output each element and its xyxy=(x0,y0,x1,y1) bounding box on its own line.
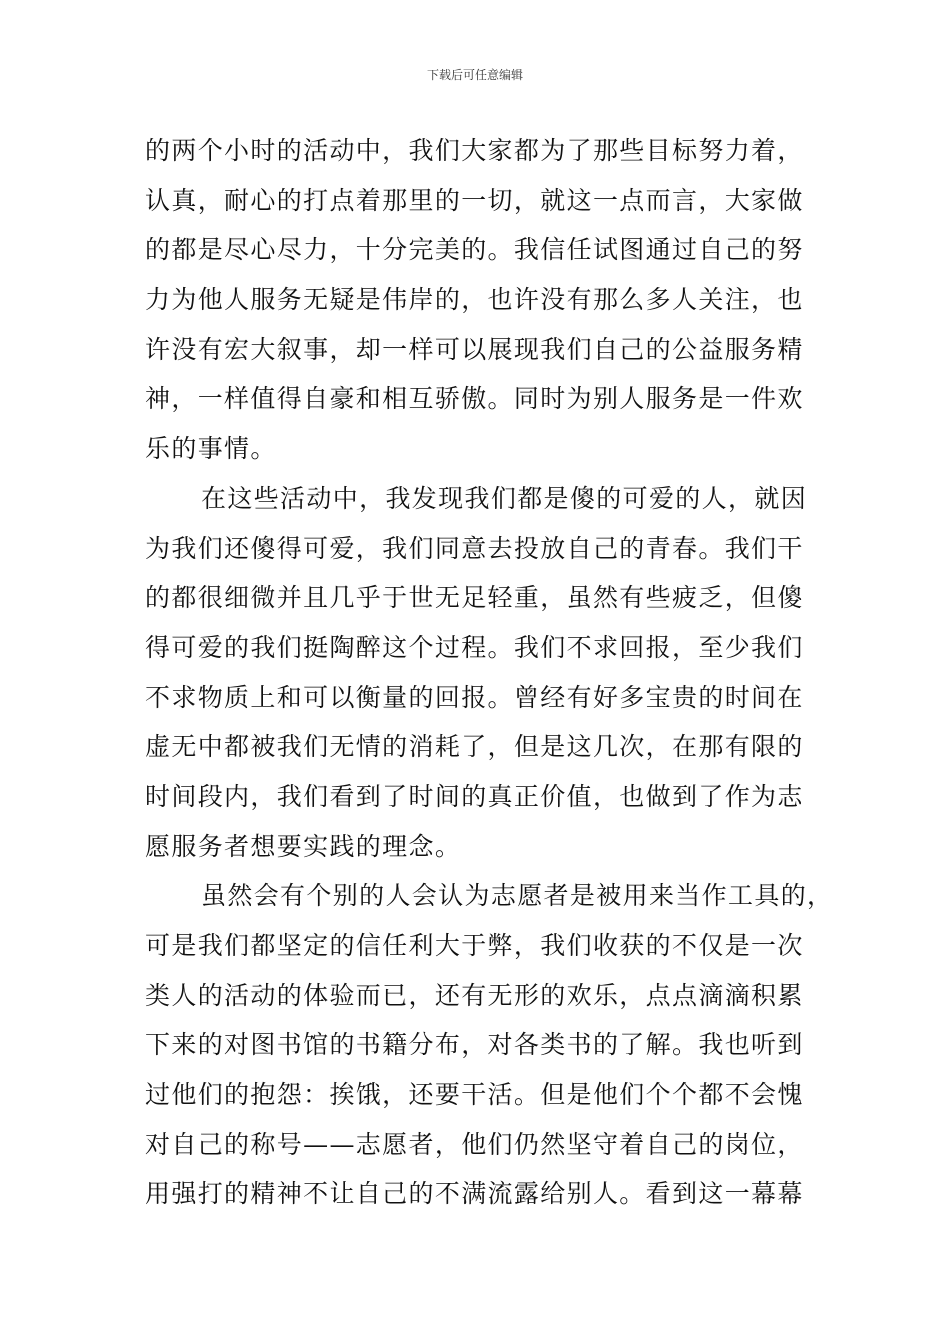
text-line: 乐的事情。 xyxy=(145,434,277,464)
text-line: 为我们还傻得可爱，我们同意去投放自己的青春。我们干 xyxy=(145,533,804,563)
text-line: 在这些活动中，我发现我们都是傻的可爱的人，就因 xyxy=(201,483,808,513)
text-line: 可是我们都坚定的信任利大于弊，我们收获的不仅是一次 xyxy=(145,931,804,960)
text-line: 的都很细微并且几乎于世无足轻重，虽然有些疲乏，但傻 xyxy=(145,583,804,613)
text-line: 愿服务者想要实践的理念。 xyxy=(145,831,462,861)
document-body xyxy=(145,126,834,1219)
text-line: 对自己的称号——志愿者，他们仍然坚守着自己的岗位， xyxy=(145,1129,804,1159)
text-line: 认真，耐心的打点着那里的一切，就这一点而言，大家做 xyxy=(145,185,804,215)
paragraph-3 xyxy=(145,871,834,1219)
text-line: 力为他人服务无疑是伟岸的，也许没有那么多人关注，也 xyxy=(145,285,804,315)
text-line: 不求物质上和可以衡量的回报。曾经有好多宝贵的时间在 xyxy=(145,682,804,712)
text-line: 许没有宏大叙事，却一样可以展现我们自己的公益服务精 xyxy=(145,334,804,364)
text-line: 类人的活动的体验而已，还有无形的欢乐，点点滴滴积累 xyxy=(145,980,804,1010)
text-line: 用强打的精神不让自己的不满流露给别人。看到这一幕幕 xyxy=(145,1179,804,1209)
paragraph-2 xyxy=(145,474,810,872)
text-line: 过他们的抱怨：挨饿，还要干活。但是他们个个都不会愧 xyxy=(145,1080,804,1110)
text-line: 虽然会有个别的人会认为志愿者是被用来当作工具的， xyxy=(201,881,834,911)
text-line: 时间段内，我们看到了时间的真正价值，也做到了作为志 xyxy=(145,781,804,811)
paragraph-1 xyxy=(145,126,810,474)
text-line: 的都是尽心尽力，十分完美的。我信任试图通过自己的努 xyxy=(145,235,804,265)
page-header: 下载后可任意编辑 xyxy=(426,68,523,82)
text-line: 得可爱的我们挺陶醉这个过程。我们不求回报，至少我们 xyxy=(145,632,804,662)
text-line: 虚无中都被我们无情的消耗了，但是这几次，在那有限的 xyxy=(145,732,804,762)
text-line: 下来的对图书馆的书籍分布，对各类书的了解。我也听到 xyxy=(145,1030,804,1060)
text-line: 的两个小时的活动中，我们大家都为了那些目标努力着， xyxy=(145,136,804,165)
text-line: 神，一样值得自豪和相互骄傲。同时为别人服务是一件欢 xyxy=(145,384,804,414)
